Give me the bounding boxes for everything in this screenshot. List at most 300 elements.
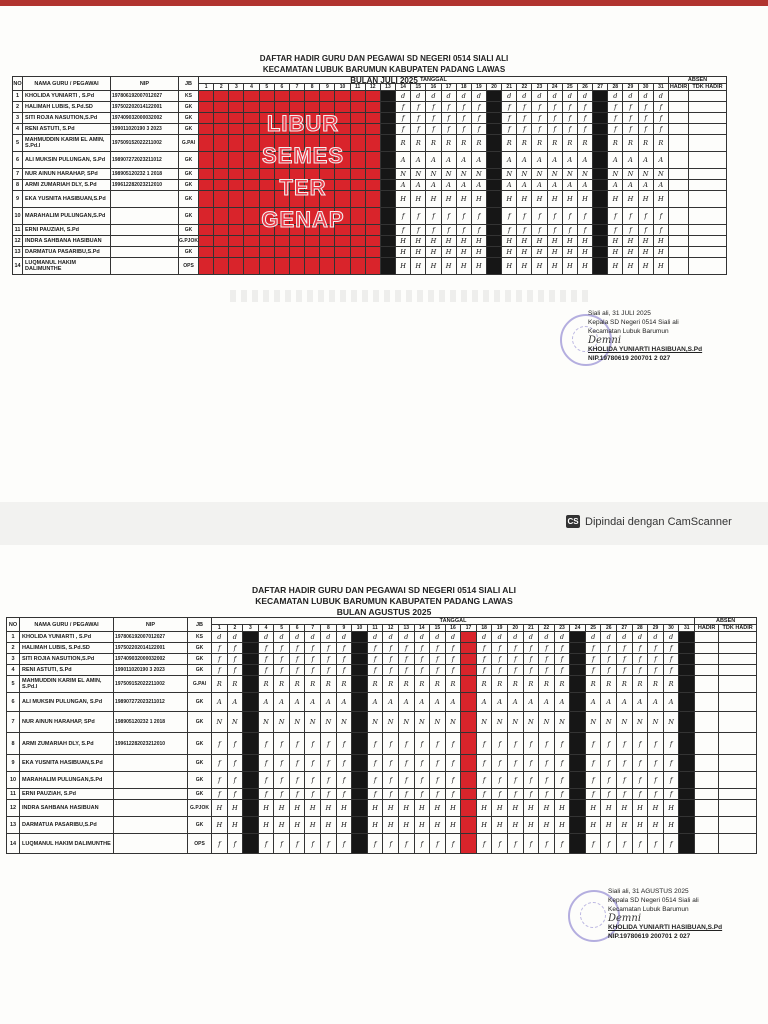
staff-jb: GK bbox=[179, 191, 199, 208]
holiday-cell bbox=[461, 834, 477, 854]
paraf-mark: f bbox=[411, 225, 426, 236]
paraf-mark: A bbox=[532, 180, 547, 191]
paraf-mark: H bbox=[445, 800, 461, 817]
sunday-cell bbox=[352, 733, 368, 755]
sunday-cell bbox=[570, 632, 586, 643]
paraf-mark: f bbox=[523, 772, 539, 789]
paraf-mark: R bbox=[258, 676, 274, 693]
paraf-mark: H bbox=[653, 191, 668, 208]
paraf-mark: f bbox=[471, 102, 486, 113]
paraf-mark: A bbox=[502, 180, 517, 191]
sunday-cell bbox=[380, 113, 395, 124]
day-number: 26 bbox=[601, 625, 617, 632]
paraf-mark: H bbox=[539, 800, 555, 817]
paraf-mark: N bbox=[456, 169, 471, 180]
holiday-cell bbox=[461, 693, 477, 712]
paraf-mark: f bbox=[411, 208, 426, 225]
staff-jb: GK bbox=[179, 180, 199, 191]
paraf-mark: H bbox=[471, 236, 486, 247]
paraf-mark: d bbox=[653, 91, 668, 102]
paraf-mark: f bbox=[554, 643, 570, 654]
sunday-cell bbox=[243, 800, 259, 817]
title-line: DAFTAR HADIR GURU DAN PEGAWAI SD NEGERI 0514 SIALI ALI bbox=[252, 585, 516, 595]
sunday-cell bbox=[486, 169, 501, 180]
paraf-mark: H bbox=[367, 817, 383, 834]
paraf-mark: A bbox=[648, 693, 664, 712]
paraf-mark: f bbox=[274, 834, 290, 854]
staff-jb: GK bbox=[188, 712, 212, 733]
paraf-mark: H bbox=[638, 236, 653, 247]
paraf-mark: f bbox=[617, 834, 633, 854]
sunday-cell bbox=[486, 191, 501, 208]
paraf-mark: N bbox=[396, 169, 411, 180]
paraf-mark: f bbox=[212, 665, 228, 676]
day-number: 3 bbox=[229, 84, 244, 91]
sunday-cell bbox=[380, 208, 395, 225]
sunday-cell bbox=[380, 102, 395, 113]
holiday-cell bbox=[259, 91, 274, 102]
paraf-mark: f bbox=[554, 772, 570, 789]
day-number: 25 bbox=[585, 625, 601, 632]
paraf-mark: A bbox=[562, 180, 577, 191]
paraf-mark: H bbox=[336, 800, 352, 817]
holiday-cell bbox=[461, 733, 477, 755]
sunday-cell bbox=[352, 789, 368, 800]
paraf-mark: f bbox=[456, 225, 471, 236]
paraf-mark: H bbox=[227, 817, 243, 834]
holiday-cell bbox=[320, 236, 335, 247]
sunday-cell bbox=[570, 834, 586, 854]
paraf-mark: H bbox=[398, 800, 414, 817]
table-row bbox=[7, 676, 757, 693]
holiday-cell bbox=[214, 258, 229, 275]
paraf-mark: N bbox=[492, 712, 508, 733]
paraf-mark: f bbox=[430, 643, 446, 654]
row-number: 2 bbox=[7, 643, 20, 654]
holiday-cell bbox=[305, 236, 320, 247]
paraf-mark: f bbox=[608, 225, 623, 236]
staff-name: MARAHALIM PULUNGAN,S.Pd bbox=[20, 772, 114, 789]
day-number: 25 bbox=[562, 84, 577, 91]
paraf-mark: H bbox=[502, 258, 517, 275]
sunday-cell bbox=[243, 676, 259, 693]
paraf-mark: f bbox=[507, 654, 523, 665]
tdk-hadir-cell bbox=[719, 772, 757, 789]
staff-name: MAHMUDDIN KARIM EL AMIN, S.Pd.I bbox=[23, 135, 111, 152]
paraf-mark: f bbox=[227, 654, 243, 665]
paraf-mark: d bbox=[212, 632, 228, 643]
paraf-mark: H bbox=[441, 191, 456, 208]
holiday-cell bbox=[199, 124, 214, 135]
paraf-mark: d bbox=[638, 91, 653, 102]
paraf-mark: d bbox=[632, 632, 648, 643]
holiday-cell bbox=[461, 755, 477, 772]
paraf-mark: f bbox=[367, 654, 383, 665]
hadir-cell bbox=[695, 800, 719, 817]
paraf-mark: H bbox=[396, 236, 411, 247]
sunday-cell bbox=[380, 247, 395, 258]
paraf-mark: d bbox=[585, 632, 601, 643]
paraf-mark: f bbox=[492, 789, 508, 800]
tdk-hadir-cell bbox=[719, 632, 757, 643]
row-number: 5 bbox=[13, 135, 23, 152]
row-number: 13 bbox=[7, 817, 20, 834]
staff-name: ERNI PAUZIAH, S.Pd bbox=[20, 789, 114, 800]
sunday-cell bbox=[593, 91, 608, 102]
day-number: 6 bbox=[289, 625, 305, 632]
staff-nip bbox=[111, 208, 179, 225]
staff-jb: GK bbox=[188, 789, 212, 800]
paraf-mark: f bbox=[258, 665, 274, 676]
sunday-cell bbox=[679, 693, 695, 712]
paraf-mark: N bbox=[258, 712, 274, 733]
paraf-mark: f bbox=[585, 789, 601, 800]
paraf-mark: A bbox=[445, 693, 461, 712]
paraf-mark: A bbox=[638, 180, 653, 191]
camscanner-watermark bbox=[566, 515, 732, 528]
paraf-mark: N bbox=[547, 169, 562, 180]
paraf-mark: d bbox=[663, 632, 679, 643]
paraf-mark: f bbox=[617, 654, 633, 665]
sunday-cell bbox=[679, 772, 695, 789]
holiday-cell bbox=[259, 236, 274, 247]
paraf-mark: f bbox=[638, 208, 653, 225]
sig-district: Kecamatan Lubuk Barumun bbox=[608, 906, 689, 913]
sunday-cell bbox=[243, 834, 259, 854]
attendance-table bbox=[6, 617, 757, 854]
paraf-mark: N bbox=[554, 712, 570, 733]
holiday-cell bbox=[350, 236, 365, 247]
holiday-label-line: LIBUR bbox=[266, 111, 340, 136]
sig-name: KHOLIDA YUNIARTI HASIBUAN,S.Pd bbox=[588, 346, 703, 353]
holiday-cell bbox=[244, 258, 259, 275]
paraf-mark: d bbox=[502, 91, 517, 102]
paraf-mark: f bbox=[523, 654, 539, 665]
paraf-mark: f bbox=[638, 124, 653, 135]
paraf-mark: H bbox=[383, 800, 399, 817]
staff-name: INDRA SAHBANA HASIBUAN bbox=[20, 800, 114, 817]
day-number: 27 bbox=[593, 84, 608, 91]
paraf-mark: f bbox=[638, 225, 653, 236]
paraf-mark: H bbox=[445, 817, 461, 834]
paraf-mark: H bbox=[663, 817, 679, 834]
paraf-mark: f bbox=[547, 208, 562, 225]
paraf-mark: d bbox=[562, 91, 577, 102]
paraf-mark: f bbox=[507, 789, 523, 800]
col-tdk-hadir: TDK HADIR bbox=[719, 625, 757, 632]
staff-name: INDRA SAHBANA HASIBUAN bbox=[23, 236, 111, 247]
holiday-cell bbox=[214, 208, 229, 225]
paraf-mark: d bbox=[336, 632, 352, 643]
staff-name: KHOLIDA YUNIARTI , S.Pd bbox=[23, 91, 111, 102]
staff-name: DARMATUA PASARIBU,S.Pd bbox=[20, 817, 114, 834]
row-number: 5 bbox=[7, 676, 20, 693]
paraf-mark: N bbox=[289, 712, 305, 733]
sunday-cell bbox=[593, 102, 608, 113]
hadir-cell bbox=[695, 665, 719, 676]
paraf-mark: H bbox=[517, 191, 532, 208]
paraf-mark: f bbox=[426, 102, 441, 113]
paraf-mark: R bbox=[426, 135, 441, 152]
paraf-mark: f bbox=[321, 643, 337, 654]
staff-name: HALIMAH LUBIS, S.Pd.SD bbox=[23, 102, 111, 113]
paraf-mark: R bbox=[601, 676, 617, 693]
paraf-mark: A bbox=[396, 152, 411, 169]
sunday-cell bbox=[486, 247, 501, 258]
day-number: 13 bbox=[380, 84, 395, 91]
paraf-mark: H bbox=[585, 817, 601, 834]
paraf-mark: f bbox=[585, 654, 601, 665]
paraf-mark: f bbox=[502, 102, 517, 113]
paraf-mark: f bbox=[258, 755, 274, 772]
paraf-mark: H bbox=[632, 800, 648, 817]
row-number: 1 bbox=[13, 91, 23, 102]
day-number: 4 bbox=[258, 625, 274, 632]
tdk-hadir-cell bbox=[689, 102, 727, 113]
title-line: BULAN AGUSTUS 2025 bbox=[336, 607, 432, 617]
paraf-mark: H bbox=[577, 236, 592, 247]
day-number: 21 bbox=[502, 84, 517, 91]
paraf-mark: f bbox=[648, 755, 664, 772]
paraf-mark: H bbox=[426, 236, 441, 247]
paraf-mark: H bbox=[507, 817, 523, 834]
title-line: BULAN JULI 2025 bbox=[350, 76, 418, 85]
paraf-mark: f bbox=[638, 113, 653, 124]
paraf-mark: f bbox=[507, 755, 523, 772]
holiday-cell bbox=[365, 247, 380, 258]
paraf-mark: f bbox=[632, 772, 648, 789]
paraf-mark: d bbox=[289, 632, 305, 643]
paraf-mark: f bbox=[648, 733, 664, 755]
paraf-mark: f bbox=[562, 124, 577, 135]
sunday-cell bbox=[486, 135, 501, 152]
paraf-mark: f bbox=[663, 789, 679, 800]
paraf-mark: H bbox=[547, 236, 562, 247]
paraf-mark: f bbox=[383, 755, 399, 772]
paraf-mark: A bbox=[601, 693, 617, 712]
signature-block bbox=[588, 309, 702, 363]
paraf-mark: R bbox=[445, 676, 461, 693]
col-no: NO bbox=[13, 77, 23, 91]
holiday-cell bbox=[320, 258, 335, 275]
paraf-mark: H bbox=[562, 258, 577, 275]
paraf-mark: A bbox=[517, 180, 532, 191]
tdk-hadir-cell bbox=[719, 654, 757, 665]
paraf-mark: R bbox=[653, 135, 668, 152]
paraf-mark: f bbox=[289, 834, 305, 854]
paraf-mark: f bbox=[471, 208, 486, 225]
holiday-cell bbox=[199, 208, 214, 225]
paraf-mark: d bbox=[456, 91, 471, 102]
staff-jb: GK bbox=[188, 772, 212, 789]
holiday-cell bbox=[320, 91, 335, 102]
day-number: 24 bbox=[547, 84, 562, 91]
paraf-mark: f bbox=[456, 208, 471, 225]
paraf-mark: A bbox=[456, 180, 471, 191]
day-number: 5 bbox=[259, 84, 274, 91]
paraf-mark: f bbox=[532, 225, 547, 236]
paraf-mark: H bbox=[617, 817, 633, 834]
holiday-cell bbox=[229, 91, 244, 102]
table-row bbox=[13, 91, 727, 102]
sunday-cell bbox=[486, 180, 501, 191]
paraf-mark: f bbox=[274, 789, 290, 800]
table-row bbox=[7, 643, 757, 654]
paraf-mark: f bbox=[383, 654, 399, 665]
hadir-cell bbox=[669, 225, 689, 236]
paraf-mark: R bbox=[507, 676, 523, 693]
paraf-mark: R bbox=[411, 135, 426, 152]
paraf-mark: A bbox=[471, 180, 486, 191]
paraf-mark: A bbox=[212, 693, 228, 712]
paraf-mark: H bbox=[411, 191, 426, 208]
sunday-cell bbox=[352, 712, 368, 733]
paraf-mark: f bbox=[539, 643, 555, 654]
paraf-mark: d bbox=[305, 632, 321, 643]
tdk-hadir-cell bbox=[689, 124, 727, 135]
holiday-cell bbox=[461, 643, 477, 654]
day-number: 27 bbox=[617, 625, 633, 632]
paraf-mark: A bbox=[336, 693, 352, 712]
paraf-mark: d bbox=[517, 91, 532, 102]
staff-jb: GK bbox=[179, 247, 199, 258]
hadir-cell bbox=[695, 789, 719, 800]
paraf-mark: f bbox=[554, 789, 570, 800]
paraf-mark: N bbox=[414, 712, 430, 733]
sunday-cell bbox=[593, 169, 608, 180]
paraf-mark: f bbox=[445, 643, 461, 654]
paraf-mark: N bbox=[336, 712, 352, 733]
staff-nip: 197509152022211002 bbox=[111, 135, 179, 152]
sig-place-date: Siali ali, 31 AGUSTUS 2025 bbox=[608, 888, 689, 895]
paraf-mark: A bbox=[456, 152, 471, 169]
staff-name: RENI ASTUTI, S.Pd bbox=[23, 124, 111, 135]
paraf-mark: N bbox=[523, 712, 539, 733]
paraf-mark: f bbox=[258, 643, 274, 654]
paraf-mark: f bbox=[623, 124, 638, 135]
holiday-cell bbox=[229, 236, 244, 247]
staff-name: HALIMAH LUBIS, S.Pd.SD bbox=[20, 643, 114, 654]
paraf-mark: f bbox=[383, 643, 399, 654]
paraf-mark: A bbox=[476, 693, 492, 712]
paraf-mark: f bbox=[426, 225, 441, 236]
paraf-mark: f bbox=[523, 755, 539, 772]
paraf-mark: R bbox=[456, 135, 471, 152]
paraf-mark: H bbox=[577, 247, 592, 258]
paraf-mark: f bbox=[367, 665, 383, 676]
title-line: KECAMATAN LUBUK BARUMUN KABUPATEN PADANG LAWAS bbox=[262, 65, 506, 74]
holiday-cell bbox=[461, 676, 477, 693]
paraf-mark: f bbox=[601, 733, 617, 755]
paraf-mark: f bbox=[547, 113, 562, 124]
staff-name: ALI MUKSIN PULUNGAN, S.Pd bbox=[20, 693, 114, 712]
paraf-mark: H bbox=[539, 817, 555, 834]
row-number: 11 bbox=[13, 225, 23, 236]
holiday-cell bbox=[199, 91, 214, 102]
holiday-cell bbox=[461, 817, 477, 834]
col-jb: JB bbox=[188, 618, 212, 632]
paraf-mark: f bbox=[623, 208, 638, 225]
paraf-mark: A bbox=[305, 693, 321, 712]
paraf-mark: f bbox=[562, 208, 577, 225]
paraf-mark: f bbox=[585, 643, 601, 654]
paraf-mark: d bbox=[430, 632, 446, 643]
paraf-mark: f bbox=[601, 772, 617, 789]
paraf-mark: R bbox=[608, 135, 623, 152]
paraf-mark: H bbox=[608, 247, 623, 258]
paraf-mark: f bbox=[608, 102, 623, 113]
paraf-mark: H bbox=[383, 817, 399, 834]
paraf-mark: H bbox=[258, 817, 274, 834]
paraf-mark: H bbox=[585, 800, 601, 817]
paraf-mark: f bbox=[648, 789, 664, 800]
sunday-cell bbox=[352, 676, 368, 693]
paraf-mark: H bbox=[632, 817, 648, 834]
table-row bbox=[7, 834, 757, 854]
paraf-mark: f bbox=[502, 124, 517, 135]
paraf-mark: f bbox=[274, 772, 290, 789]
hadir-cell bbox=[669, 135, 689, 152]
day-number: 12 bbox=[365, 84, 380, 91]
row-number: 14 bbox=[7, 834, 20, 854]
paraf-mark: R bbox=[441, 135, 456, 152]
staff-name: NUR AINUN HARAHAP, SPd bbox=[23, 169, 111, 180]
paraf-mark: d bbox=[577, 91, 592, 102]
paraf-mark: R bbox=[289, 676, 305, 693]
paraf-mark: R bbox=[539, 676, 555, 693]
sunday-cell bbox=[380, 180, 395, 191]
paraf-mark: f bbox=[289, 654, 305, 665]
paraf-mark: f bbox=[441, 102, 456, 113]
sunday-cell bbox=[679, 676, 695, 693]
paraf-mark: H bbox=[396, 258, 411, 275]
paraf-mark: f bbox=[383, 665, 399, 676]
paraf-mark: f bbox=[663, 654, 679, 665]
paraf-mark: d bbox=[608, 91, 623, 102]
paraf-mark: R bbox=[617, 676, 633, 693]
staff-nip: 199612282023212010 bbox=[111, 180, 179, 191]
paraf-mark: N bbox=[502, 169, 517, 180]
paraf-mark: f bbox=[492, 643, 508, 654]
paraf-mark: H bbox=[532, 191, 547, 208]
paraf-mark: f bbox=[517, 113, 532, 124]
paraf-mark: f bbox=[411, 113, 426, 124]
row-number: 1 bbox=[7, 632, 20, 643]
paraf-mark: f bbox=[663, 733, 679, 755]
day-number: 2 bbox=[214, 84, 229, 91]
row-number: 12 bbox=[13, 236, 23, 247]
sunday-cell bbox=[593, 152, 608, 169]
paraf-mark: f bbox=[411, 102, 426, 113]
paraf-mark: f bbox=[492, 755, 508, 772]
paraf-mark: N bbox=[562, 169, 577, 180]
paraf-mark: f bbox=[336, 772, 352, 789]
day-number: 15 bbox=[430, 625, 446, 632]
paraf-mark: f bbox=[523, 789, 539, 800]
paraf-mark: f bbox=[653, 208, 668, 225]
paraf-mark: H bbox=[623, 236, 638, 247]
staff-nip bbox=[114, 789, 188, 800]
sunday-cell bbox=[570, 693, 586, 712]
paraf-mark: H bbox=[601, 800, 617, 817]
paraf-mark: R bbox=[554, 676, 570, 693]
paraf-mark: H bbox=[623, 247, 638, 258]
sunday-cell bbox=[352, 772, 368, 789]
paraf-mark: f bbox=[632, 733, 648, 755]
paraf-mark: f bbox=[476, 755, 492, 772]
paraf-mark: f bbox=[305, 755, 321, 772]
paraf-mark: d bbox=[396, 91, 411, 102]
